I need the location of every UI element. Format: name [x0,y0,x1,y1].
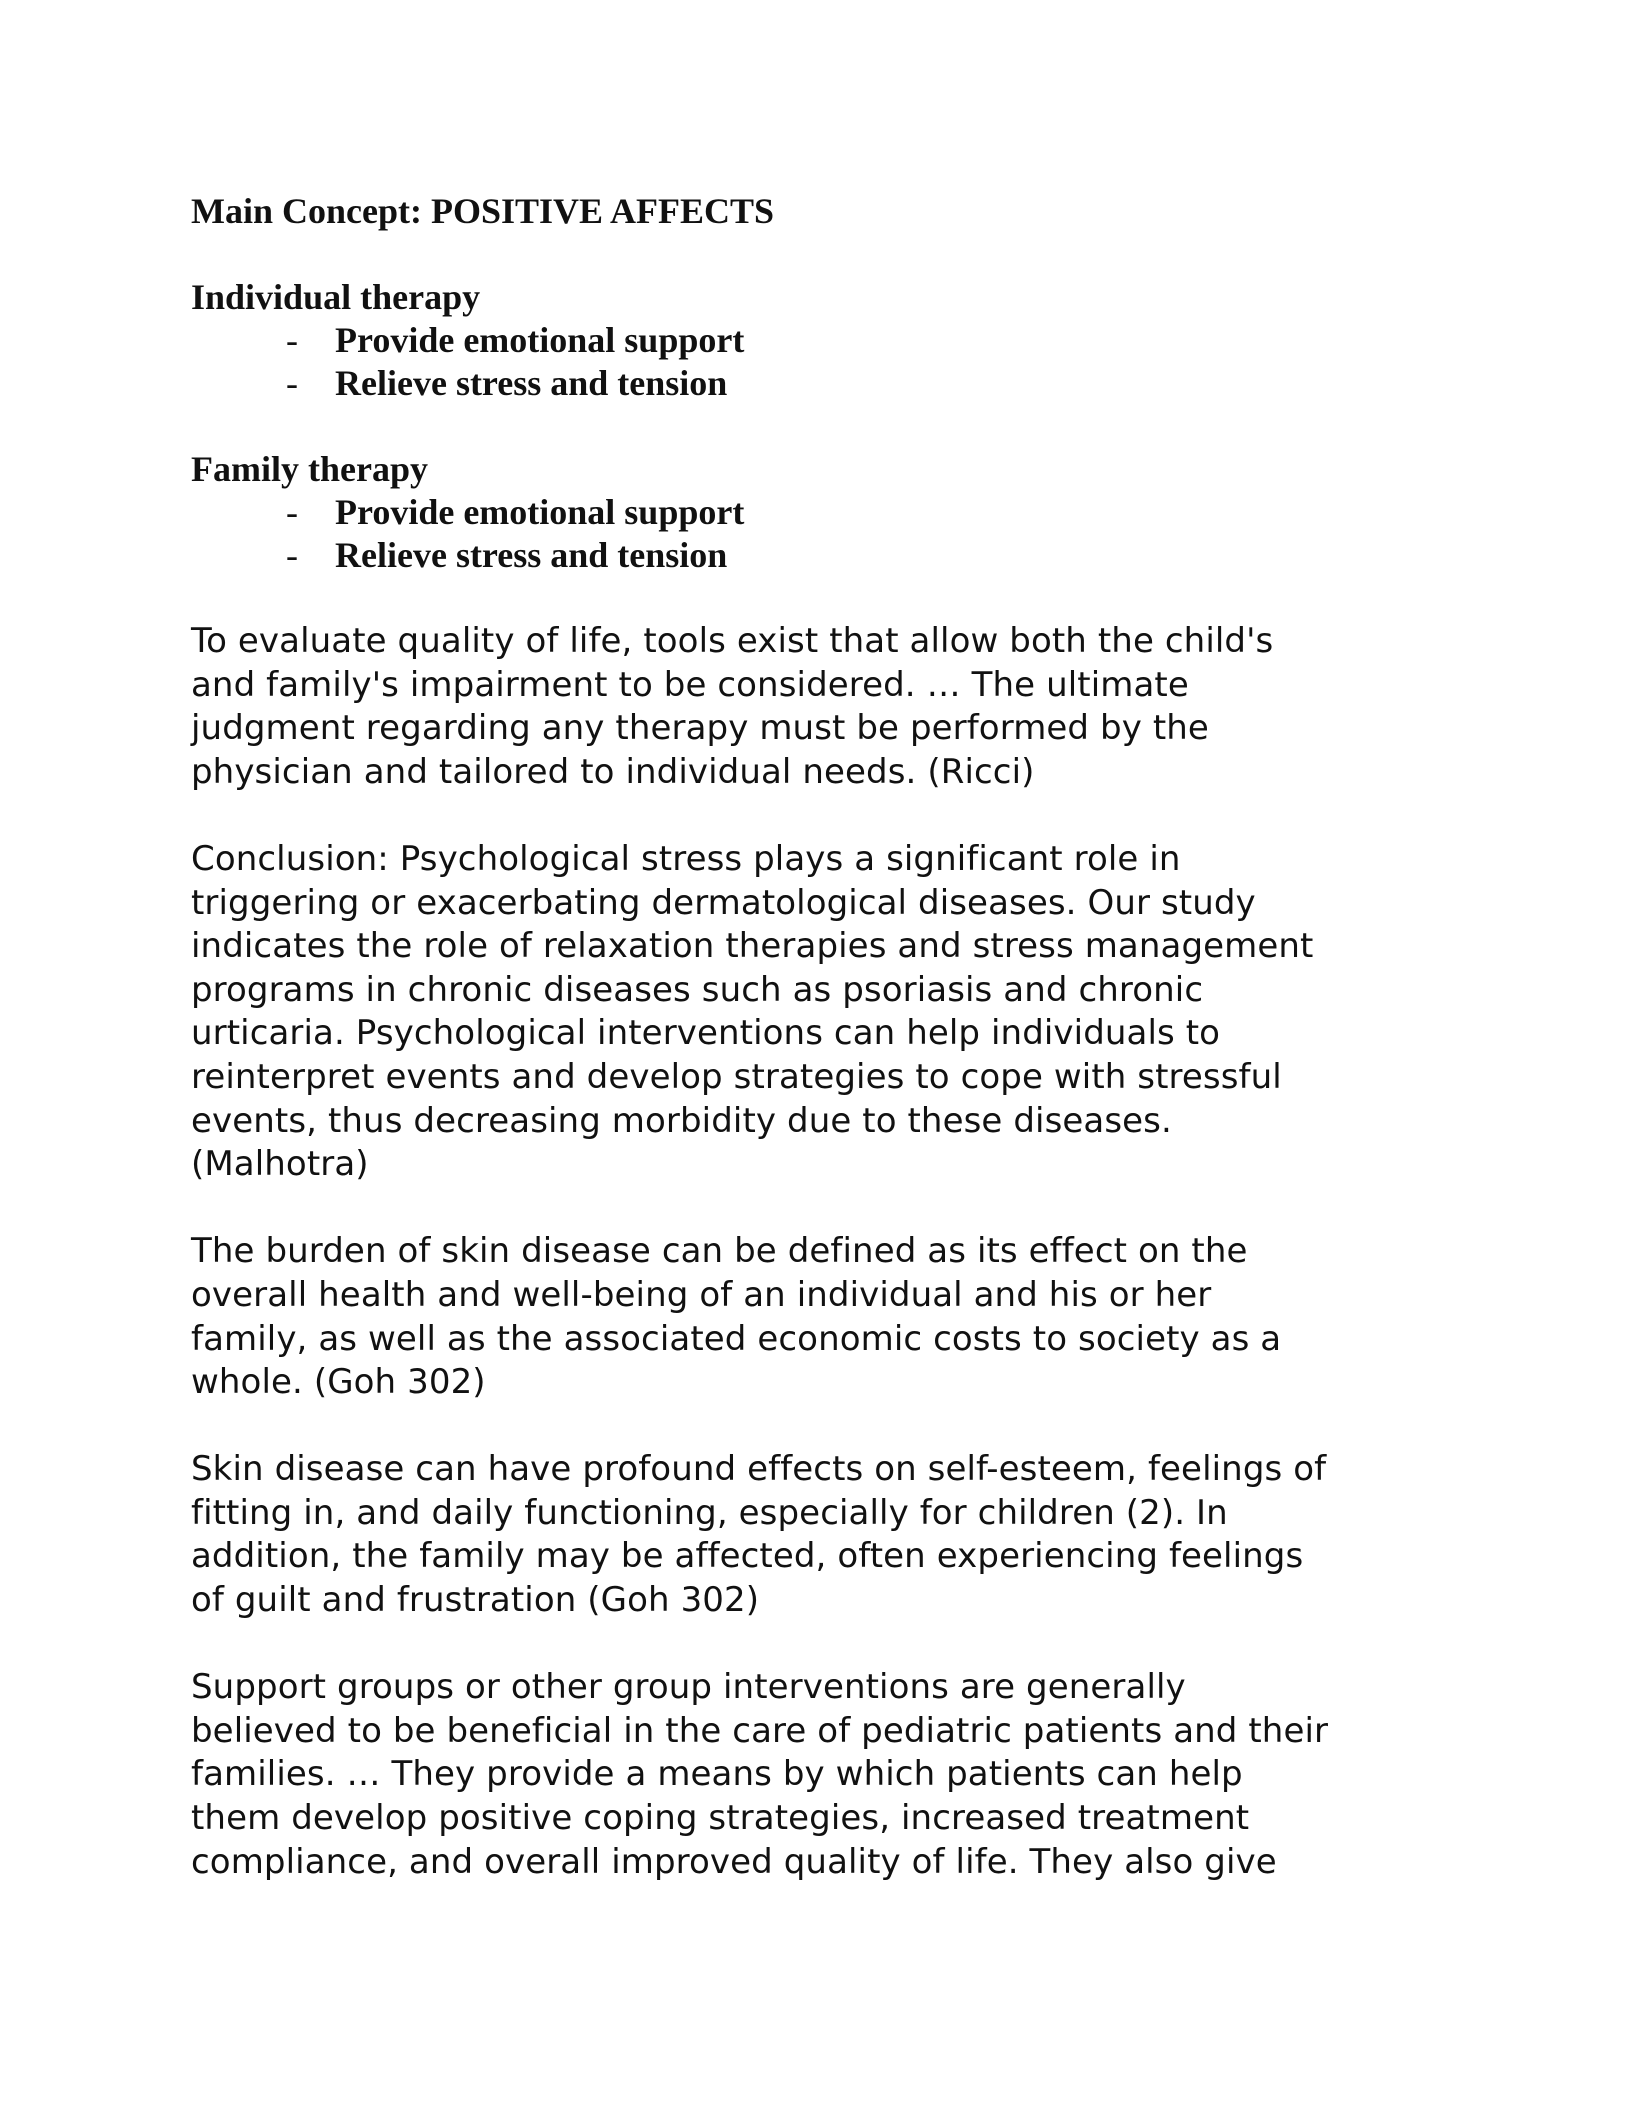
bullet-dash: - [286,492,298,532]
paragraph-quality-of-life: To evaluate quality of life, tools exist that allow both the child's and family's impairment to be considered. … The ultimate judgment regarding any therapy must be performed by the physician and tailored to individual needs. (Ricci) [191,621,1274,792]
paragraph-conclusion: Conclusion: Psychological stress plays a significant role in triggering or exacerbating dermatological diseases. Our study indicates the role of relaxation therapies and stress management programs in chronic diseases such as psoriasis and chronic urticaria. Psychological interventions can help individuals to reinterpret events and develop strategies to cope with stressful events, thus decreasing morbidity due to these diseases. (Malhotra) [191,838,1314,1185]
paragraph-support-groups: Support groups or other group interventions are generally believed to be beneficial in the care of pediatric patients and their families. … They provide a means by which patients can help them develop positive coping strategies, increased treatment compliance, and overall improved quality of life. They also give [191,1667,1329,1882]
document-content [191,190,1451,1928]
list-item [191,534,1451,577]
list-item-text: Provide emotional support [335,492,745,532]
bullet-dash: - [286,320,298,360]
list-item [191,362,1451,405]
paragraph-self-esteem-effects: Skin disease can have profound effects on self-esteem, feelings of fitting in, and daily functioning, especially for children (2). In addition, the family may be affected, often experiencing feelings of guilt and frustration (Goh 302) [191,1449,1327,1621]
individual-therapy-list [191,319,1451,405]
list-item-text: Provide emotional support [335,320,745,360]
section-heading-family-therapy: Family therapy [191,449,428,489]
list-item [191,491,1451,534]
list-item-text: Relieve stress and tension [335,535,728,575]
family-therapy-list [191,491,1451,577]
bullet-dash: - [286,363,298,403]
main-title: Main Concept: POSITIVE AFFECTS [191,191,775,231]
bullet-dash: - [286,535,298,575]
paragraph-burden-of-skin-disease: The burden of skin disease can be defined as its effect on the overall health and well-being of an individual and his or her family, as well as the associated economic costs to society as a whole. (Goh 302) [191,1231,1282,1403]
section-heading-individual-therapy: Individual therapy [191,277,481,317]
list-item-text: Relieve stress and tension [335,363,728,403]
list-item [191,319,1451,362]
